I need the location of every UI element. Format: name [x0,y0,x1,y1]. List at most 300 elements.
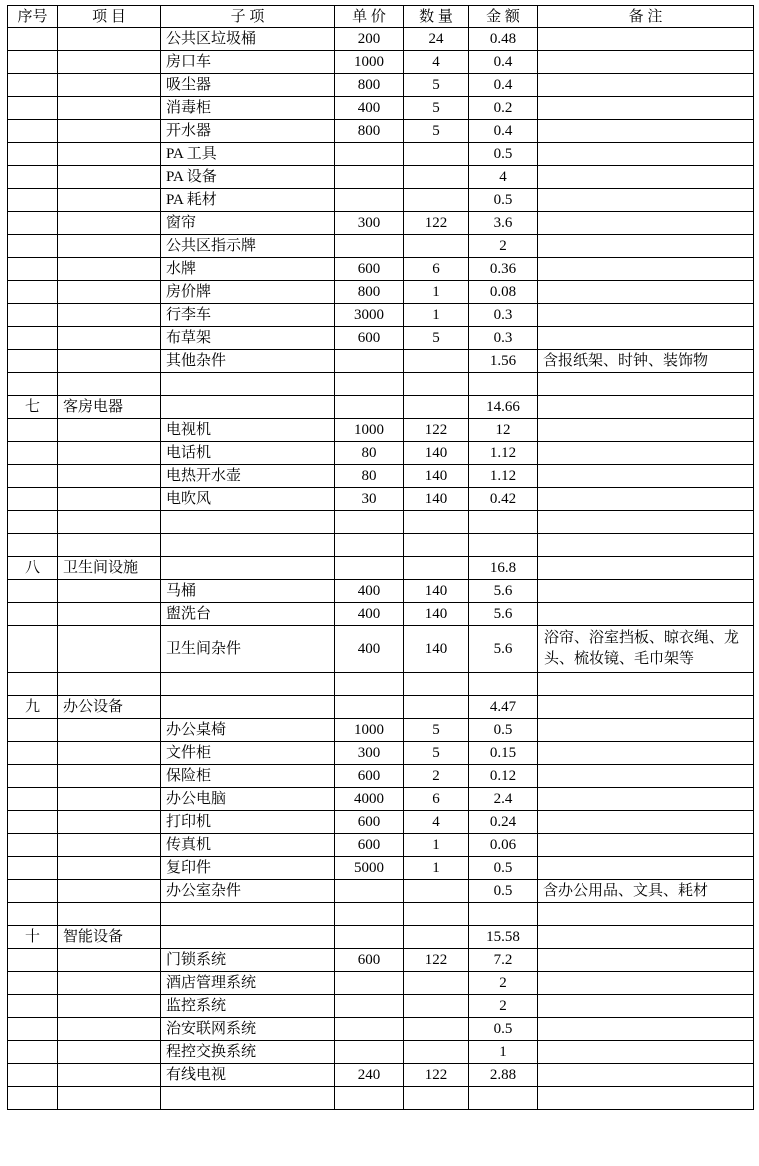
cell-sub: 文件柜 [161,742,335,765]
cell-no [8,1018,58,1041]
cell-sub: 房价牌 [161,281,335,304]
table-row [8,212,754,235]
table-row [8,673,754,696]
cell-note [538,603,754,626]
cell-no [8,465,58,488]
cell-item [58,488,161,511]
cell-qty [404,557,469,580]
cell-qty: 122 [404,1064,469,1087]
cell-no [8,995,58,1018]
cell-sub [161,696,335,719]
cell-no [8,442,58,465]
cell-no [8,834,58,857]
cell-amount [469,534,538,557]
cell-price: 200 [335,28,404,51]
cell-no [8,880,58,903]
cell-price: 300 [335,212,404,235]
cell-item [58,281,161,304]
cell-item [58,304,161,327]
cell-no [8,258,58,281]
cell-amount: 1.56 [469,350,538,373]
cell-qty [404,396,469,419]
cell-qty [404,926,469,949]
cell-sub: 卫生间杂件 [161,626,335,673]
cell-no [8,304,58,327]
cell-note [538,51,754,74]
cell-note [538,903,754,926]
cell-note [538,696,754,719]
cell-item [58,28,161,51]
table-row [8,396,754,419]
cell-sub: 电视机 [161,419,335,442]
cell-no [8,857,58,880]
cell-price: 600 [335,258,404,281]
cell-note [538,419,754,442]
table-row [8,97,754,120]
cell-qty: 4 [404,51,469,74]
cell-item [58,511,161,534]
cell-note [538,557,754,580]
cell-note [538,1064,754,1087]
table-row [8,74,754,97]
cell-price [335,1087,404,1110]
cell-no [8,189,58,212]
cell-amount: 0.42 [469,488,538,511]
cell-amount: 0.06 [469,834,538,857]
table-row [8,765,754,788]
cell-item [58,419,161,442]
col-header-amount: 金 额 [469,6,538,28]
cell-price [335,373,404,396]
cell-sub: 办公电脑 [161,788,335,811]
cell-note [538,926,754,949]
cell-item [58,788,161,811]
cell-no [8,235,58,258]
cell-note [538,373,754,396]
cell-price: 600 [335,765,404,788]
cell-price: 5000 [335,857,404,880]
cell-amount: 0.24 [469,811,538,834]
cell-price [335,189,404,212]
cell-sub: 办公桌椅 [161,719,335,742]
cell-qty: 122 [404,949,469,972]
cell-price [335,557,404,580]
cell-sub: 房口车 [161,51,335,74]
table-row [8,166,754,189]
col-header-no: 序号 [8,6,58,28]
cell-price: 800 [335,74,404,97]
cell-note [538,488,754,511]
cell-sub: 行李车 [161,304,335,327]
cell-amount [469,673,538,696]
table-row [8,811,754,834]
cell-price [335,235,404,258]
cell-note [538,189,754,212]
cell-sub: PA 工具 [161,143,335,166]
cell-note [538,281,754,304]
cell-qty: 1 [404,281,469,304]
cell-item [58,580,161,603]
cell-note [538,1041,754,1064]
cell-no [8,788,58,811]
table-row [8,304,754,327]
cell-price [335,1018,404,1041]
cell-qty: 1 [404,857,469,880]
cell-qty: 5 [404,327,469,350]
cell-price [335,903,404,926]
cell-note [538,534,754,557]
cell-amount: 0.12 [469,765,538,788]
table-row [8,373,754,396]
col-header-item: 项 目 [58,6,161,28]
cell-no [8,742,58,765]
inventory-budget-table [7,5,754,1110]
cell-price [335,166,404,189]
cell-item: 智能设备 [58,926,161,949]
cell-item [58,120,161,143]
table-row [8,788,754,811]
cell-amount: 1.12 [469,465,538,488]
cell-note [538,811,754,834]
cell-price: 80 [335,465,404,488]
cell-qty [404,534,469,557]
cell-item [58,258,161,281]
cell-note [538,235,754,258]
cell-item [58,811,161,834]
cell-qty [404,373,469,396]
header-row [8,6,754,28]
cell-no [8,281,58,304]
cell-amount: 16.8 [469,557,538,580]
cell-amount: 0.5 [469,189,538,212]
cell-note [538,834,754,857]
cell-no [8,534,58,557]
table-row [8,258,754,281]
cell-amount: 0.08 [469,281,538,304]
cell-qty: 122 [404,419,469,442]
cell-amount: 0.15 [469,742,538,765]
cell-sub: 治安联网系统 [161,1018,335,1041]
cell-no [8,120,58,143]
cell-no [8,74,58,97]
cell-price [335,696,404,719]
table-row [8,719,754,742]
cell-no: 八 [8,557,58,580]
cell-no [8,327,58,350]
cell-item [58,534,161,557]
cell-qty: 5 [404,719,469,742]
cell-item [58,995,161,1018]
cell-price: 1000 [335,719,404,742]
cell-price [335,511,404,534]
cell-amount: 2.88 [469,1064,538,1087]
cell-note [538,304,754,327]
table-row [8,327,754,350]
cell-note [538,327,754,350]
cell-sub: 水牌 [161,258,335,281]
cell-no [8,511,58,534]
cell-qty [404,1018,469,1041]
cell-no [8,212,58,235]
cell-no [8,949,58,972]
cell-amount: 1.12 [469,442,538,465]
cell-price [335,880,404,903]
cell-qty: 1 [404,834,469,857]
table-row [8,419,754,442]
cell-qty [404,673,469,696]
cell-qty [404,1041,469,1064]
cell-price [335,995,404,1018]
cell-note [538,673,754,696]
cell-item [58,143,161,166]
cell-note [538,972,754,995]
cell-item [58,1087,161,1110]
cell-qty: 140 [404,580,469,603]
cell-note [538,949,754,972]
table-row [8,281,754,304]
cell-amount: 2 [469,235,538,258]
cell-item [58,742,161,765]
cell-sub [161,1087,335,1110]
cell-amount: 0.36 [469,258,538,281]
cell-no [8,373,58,396]
cell-qty [404,972,469,995]
cell-qty [404,995,469,1018]
table-row [8,603,754,626]
cell-qty: 140 [404,442,469,465]
cell-note [538,28,754,51]
cell-sub [161,903,335,926]
cell-price: 400 [335,603,404,626]
cell-item [58,857,161,880]
cell-item: 客房电器 [58,396,161,419]
cell-item [58,327,161,350]
table-row [8,580,754,603]
cell-price [335,143,404,166]
cell-item [58,1018,161,1041]
table-row [8,1064,754,1087]
cell-sub: 打印机 [161,811,335,834]
cell-qty [404,1087,469,1110]
cell-price: 400 [335,97,404,120]
cell-item [58,235,161,258]
table-row [8,51,754,74]
cell-sub: 门锁系统 [161,949,335,972]
cell-no [8,603,58,626]
cell-qty: 2 [404,765,469,788]
cell-no [8,765,58,788]
cell-amount: 12 [469,419,538,442]
cell-qty [404,143,469,166]
cell-qty [404,235,469,258]
cell-sub: 其他杂件 [161,350,335,373]
table-row [8,120,754,143]
cell-item [58,603,161,626]
cell-no: 十 [8,926,58,949]
cell-sub: 电热开水壶 [161,465,335,488]
cell-item [58,373,161,396]
table-row [8,534,754,557]
cell-note [538,442,754,465]
table-row [8,189,754,212]
cell-item [58,1041,161,1064]
table-row [8,350,754,373]
cell-no [8,719,58,742]
cell-note [538,1087,754,1110]
cell-note [538,74,754,97]
cell-amount: 0.2 [469,97,538,120]
col-header-note: 备 注 [538,6,754,28]
cell-qty: 140 [404,603,469,626]
cell-no [8,1064,58,1087]
cell-amount: 5.6 [469,626,538,673]
cell-price: 600 [335,327,404,350]
cell-no [8,97,58,120]
cell-sub [161,534,335,557]
cell-amount: 1 [469,1041,538,1064]
cell-amount [469,1087,538,1110]
table-body [8,28,754,1110]
cell-note [538,995,754,1018]
cell-sub: 传真机 [161,834,335,857]
cell-price: 3000 [335,304,404,327]
cell-no [8,972,58,995]
cell-sub: 有线电视 [161,1064,335,1087]
cell-item [58,51,161,74]
table-row [8,626,754,673]
cell-sub: 电吹风 [161,488,335,511]
cell-amount: 14.66 [469,396,538,419]
cell-no [8,28,58,51]
cell-price: 800 [335,281,404,304]
cell-item: 办公设备 [58,696,161,719]
cell-note [538,97,754,120]
cell-qty: 140 [404,626,469,673]
cell-amount [469,373,538,396]
cell-sub: 窗帘 [161,212,335,235]
cell-sub: 公共区垃圾桶 [161,28,335,51]
cell-sub: 程控交换系统 [161,1041,335,1064]
cell-item [58,166,161,189]
cell-sub: 公共区指示牌 [161,235,335,258]
cell-amount: 15.58 [469,926,538,949]
col-header-sub: 子 项 [161,6,335,28]
cell-qty: 4 [404,811,469,834]
cell-qty: 5 [404,74,469,97]
cell-amount: 0.5 [469,719,538,742]
cell-qty: 6 [404,788,469,811]
cell-sub: 监控系统 [161,995,335,1018]
cell-sub: 酒店管理系统 [161,972,335,995]
cell-no [8,903,58,926]
cell-qty [404,189,469,212]
cell-price: 30 [335,488,404,511]
table-row [8,1018,754,1041]
table-row [8,995,754,1018]
cell-item: 卫生间设施 [58,557,161,580]
cell-no [8,811,58,834]
cell-price [335,1041,404,1064]
cell-note [538,212,754,235]
cell-note [538,143,754,166]
cell-qty [404,511,469,534]
cell-sub: 马桶 [161,580,335,603]
cell-amount: 4 [469,166,538,189]
cell-qty: 5 [404,120,469,143]
cell-amount: 3.6 [469,212,538,235]
table-row [8,949,754,972]
cell-no [8,143,58,166]
cell-item [58,834,161,857]
cell-amount: 0.4 [469,120,538,143]
table-row [8,880,754,903]
cell-qty [404,903,469,926]
table-row [8,742,754,765]
cell-item [58,880,161,903]
cell-price [335,350,404,373]
cell-amount: 5.6 [469,580,538,603]
cell-no [8,626,58,673]
cell-sub: 保险柜 [161,765,335,788]
cell-item [58,189,161,212]
cell-amount: 0.3 [469,304,538,327]
cell-amount: 0.5 [469,143,538,166]
cell-qty: 140 [404,465,469,488]
cell-sub [161,673,335,696]
col-header-qty: 数 量 [404,6,469,28]
cell-note [538,465,754,488]
cell-note: 含报纸架、时钟、装饰物 [538,350,754,373]
cell-price: 1000 [335,419,404,442]
cell-price: 1000 [335,51,404,74]
cell-no [8,488,58,511]
cell-item [58,212,161,235]
cell-item [58,765,161,788]
cell-sub: 办公室杂件 [161,880,335,903]
cell-sub [161,396,335,419]
cell-item [58,1064,161,1087]
cell-no: 七 [8,396,58,419]
col-header-price: 单 价 [335,6,404,28]
cell-price: 800 [335,120,404,143]
cell-sub: 开水器 [161,120,335,143]
cell-no [8,580,58,603]
cell-price: 80 [335,442,404,465]
table-row [8,1041,754,1064]
cell-no [8,350,58,373]
cell-amount: 0.5 [469,880,538,903]
cell-note [538,765,754,788]
cell-price: 4000 [335,788,404,811]
cell-qty: 24 [404,28,469,51]
cell-price [335,534,404,557]
cell-note: 浴帘、浴室挡板、晾衣绳、龙头、梳妆镜、毛巾架等 [538,626,754,673]
cell-amount: 0.4 [469,74,538,97]
table-row [8,834,754,857]
cell-amount [469,511,538,534]
cell-qty [404,880,469,903]
table-row [8,926,754,949]
cell-amount: 5.6 [469,603,538,626]
table-row [8,235,754,258]
cell-sub [161,557,335,580]
cell-sub: 电话机 [161,442,335,465]
cell-sub: PA 耗材 [161,189,335,212]
cell-sub: 复印件 [161,857,335,880]
table-row [8,857,754,880]
cell-item [58,465,161,488]
cell-note [538,258,754,281]
